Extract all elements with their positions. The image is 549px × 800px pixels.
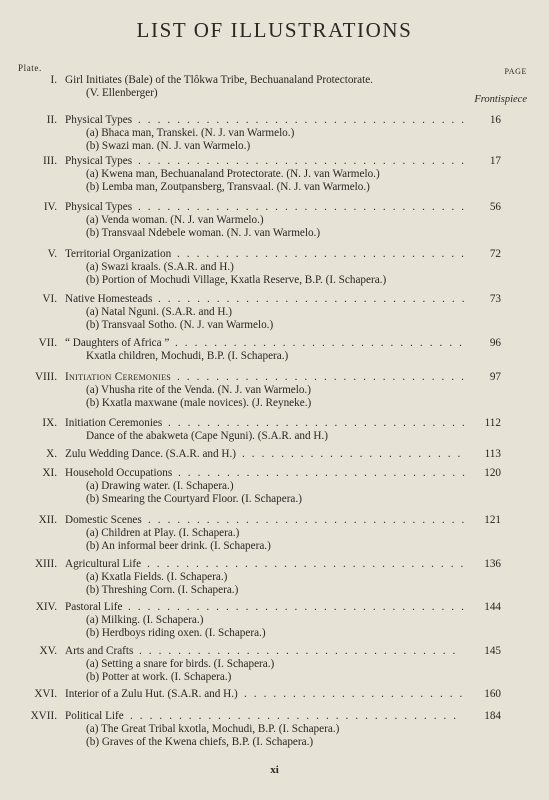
entry-title: Native Homesteads [65, 293, 153, 305]
entry-page: 96 [489, 337, 501, 349]
entry-plate-5 [0, 248, 549, 288]
entry-sub: (a) Drawing water. (I. Schapera.) [86, 480, 234, 493]
plate-number: VI. [42, 293, 57, 305]
entry-page: Frontispiece [474, 94, 527, 106]
entry-plate-10 [0, 448, 549, 461]
entry-sub: (a) Milking. (I. Schapera.) [86, 614, 204, 627]
entry-plate-2 [0, 114, 549, 154]
dot-leader: ................................. [147, 558, 471, 570]
entry-title: Pastoral Life [65, 601, 123, 613]
entry-title: Zulu Wedding Dance. (S.A.R. and H.) [65, 448, 237, 460]
entry-plate-7 [0, 337, 549, 363]
entry-sub: (a) Swazi kraals. (S.A.R. and H.) [86, 261, 234, 274]
page-number-footer: xi [270, 764, 279, 776]
plate-number: XVI. [34, 688, 57, 700]
page-title: LIST OF ILLUSTRATIONS [136, 18, 413, 42]
plate-number: XVII. [30, 710, 57, 722]
dot-leader: .............................. [177, 248, 471, 260]
entry-plate-16 [0, 688, 549, 701]
entry-sub: (b) An informal beer drink. (I. Schapera.) [86, 540, 271, 553]
entry-page: 72 [489, 248, 501, 260]
entry-plate-4 [0, 201, 549, 241]
page-column-header: PAGE [504, 67, 527, 76]
entry-plate-8 [0, 371, 549, 411]
plate-number: V. [47, 248, 57, 260]
plate-number: VII. [38, 337, 57, 349]
dot-leader: ....................... [244, 688, 470, 700]
entry-sub: (b) Lemba man, Zoutpansberg, Transvaal. (N. J. van Warmelo.) [86, 181, 370, 194]
entry-text: Girl Initiates (Bale) of the Tlôkwa Tribe, Bechuanaland Protectorate. [65, 74, 373, 86]
entry-plate-9 [0, 417, 549, 443]
entry-title: Domestic Scenes [65, 514, 142, 526]
plate-column-header: Plate. [18, 63, 42, 73]
entry-credit: (V. Ellenberger) [86, 87, 158, 100]
dot-leader: .............................. [175, 337, 469, 349]
entry-sub: (b) Swazi man. (N. J. van Warmelo.) [86, 140, 251, 153]
entry-page: 144 [484, 601, 501, 613]
entry-title: Physical Types [65, 201, 133, 213]
entry-plate-3 [0, 155, 549, 195]
entry-plate-14 [0, 601, 549, 641]
entry-sub: (a) Setting a snare for birds. (I. Schapera.) [86, 658, 275, 671]
entry-page: 113 [484, 448, 501, 460]
dot-leader: .................................. [138, 155, 472, 167]
entry-sub: (b) Smearing the Courtyard Floor. (I. Schapera.) [86, 493, 302, 506]
entry-sub: (b) Graves of the Kwena chiefs, B.P. (I. Schapera.) [86, 736, 314, 749]
entry-page: 184 [484, 710, 501, 722]
entry-title: Arts and Crafts [65, 645, 134, 657]
dot-leader: ................................. [139, 645, 463, 657]
dot-leader: .............................. [177, 371, 471, 383]
entry-plate-11 [0, 467, 549, 507]
entry-title: Interior of a Zulu Hut. (S.A.R. and H.) [65, 688, 238, 700]
dot-leader: ............................... [168, 417, 472, 429]
entry-sub: (b) Herdboys riding oxen. (I. Schapera.) [86, 627, 266, 640]
plate-number: XIV. [35, 601, 57, 613]
entry-page: 73 [489, 293, 501, 305]
entry-title: “ Daughters of Africa ” [65, 337, 170, 349]
plate-number: IX. [42, 417, 57, 429]
entry-title: Initiation Ceremonies [65, 371, 172, 383]
entry-page: 112 [484, 417, 501, 429]
entry-sub: Kxatla children, Mochudi, B.P. (I. Schapera.) [86, 350, 289, 363]
entry-title: Physical Types [65, 114, 133, 126]
dot-leader: ....................... [242, 448, 468, 460]
entry-sub: (b) Potter at work. (I. Schapera.) [86, 671, 232, 684]
entry-sub: (a) Vhusha rite of the Venda. (N. J. van Warmelo.) [86, 384, 311, 397]
plate-number: II. [46, 114, 57, 126]
plate-number: III. [43, 155, 57, 167]
entry-sub: (a) Bhaca man, Transkei. (N. J. van Warmelo.) [86, 127, 295, 140]
plate-number: IV. [43, 201, 57, 213]
dot-leader: .............................. [178, 467, 472, 479]
entry-page: 97 [489, 371, 501, 383]
entry-title: Initiation Ceremonies [65, 417, 163, 429]
entry-sub: (a) Kxatla Fields. (I. Schapera.) [86, 571, 228, 584]
entry-sub: (a) Venda woman. (N. J. van Warmelo.) [86, 214, 264, 227]
dot-leader: .................................. [138, 201, 472, 213]
entry-page: 136 [484, 558, 501, 570]
entry-plate-6 [0, 293, 549, 333]
entry-sub: (a) The Great Tribal kxotla, Mochudi, B.P. (I. Schapera.) [86, 723, 340, 736]
plate-number: XI. [42, 467, 57, 479]
plate-number: VIII. [34, 371, 57, 383]
plate-number: X. [46, 448, 57, 460]
entry-sub: (b) Threshing Corn. (I. Schapera.) [86, 584, 239, 597]
entry-page: 160 [484, 688, 501, 700]
entry-sub: Dance of the abakweta (Cape Nguni). (S.A.R. and H.) [86, 430, 329, 443]
entry-page: 121 [484, 514, 501, 526]
entry-plate-15 [0, 645, 549, 685]
entry-page: 56 [489, 201, 501, 213]
entry-sub: (b) Portion of Mochudi Village, Kxatla Reserve, B.P. (I. Schapera.) [86, 274, 387, 287]
entry-title: Household Occupations [65, 467, 173, 479]
entry-title: Territorial Organization [65, 248, 172, 260]
entry-plate-13 [0, 558, 549, 598]
entry-sub: (a) Children at Play. (I. Schapera.) [86, 527, 240, 540]
entry-sub: (b) Transvaal Ndebele woman. (N. J. van Warmelo.) [86, 227, 321, 240]
entry-title: Political Life [65, 710, 124, 722]
dot-leader: ................................... [128, 601, 471, 613]
dot-leader: ................................ [158, 293, 472, 305]
entry-page: 120 [484, 467, 501, 479]
entry-sub: (a) Natal Nguni. (S.A.R. and H.) [86, 306, 233, 319]
entry-plate-17 [0, 710, 549, 750]
plate-number: XIII. [34, 558, 57, 570]
entry-sub: (b) Transvaal Sotho. (N. J. van Warmelo.) [86, 319, 274, 332]
plate-number: I. [50, 74, 57, 86]
entry-title: Physical Types [65, 155, 133, 167]
entry-page: 17 [489, 155, 501, 167]
entry-sub: (a) Kwena man, Bechuanaland Protectorate. (N. J. van Warmelo.) [86, 168, 380, 181]
plate-number: XV. [39, 645, 57, 657]
entry-plate-1 [0, 74, 549, 106]
dot-leader: ................................. [148, 514, 472, 526]
dot-leader: .................................. [138, 114, 472, 126]
plate-number: XII. [38, 514, 57, 526]
entry-sub: (b) Kxatla maxwane (male novices). (J. Reyneke.) [86, 397, 312, 410]
entry-plate-12 [0, 514, 549, 554]
entry-title: Agricultural Life [65, 558, 142, 570]
dot-leader: .................................. [130, 710, 464, 722]
entry-page: 16 [489, 114, 501, 126]
entry-page: 145 [484, 645, 501, 657]
